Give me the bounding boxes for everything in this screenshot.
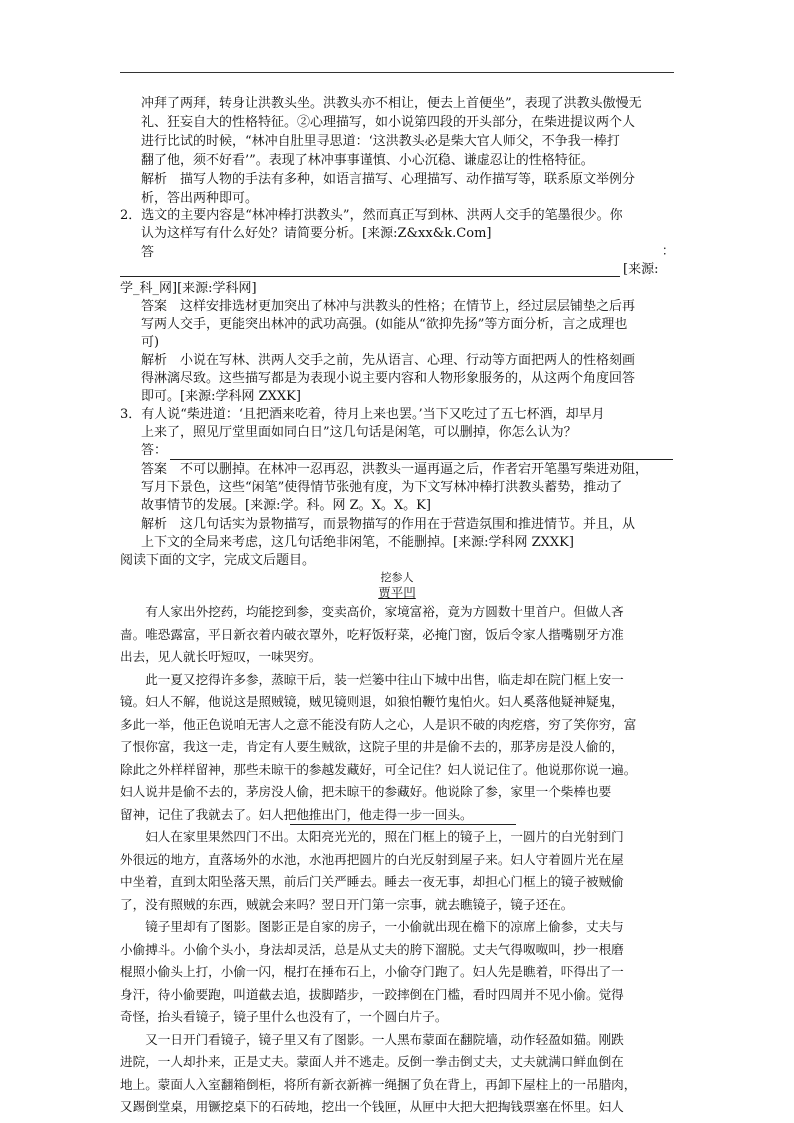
- story-underline: [290, 824, 516, 825]
- story-author: 贾平凹: [378, 585, 416, 600]
- answer-line: 故事情节的发展。[来源:学。科。网 Z。X。X。K]: [141, 498, 431, 513]
- analysis-line: 解析 描写人物的手法有多种，如语言描写、心理描写、动作描写等，联系原文举例分: [141, 172, 636, 187]
- answer-line: 冲拜了两拜，转身让洪教头坐。洪教头亦不相让，便去上首便坐”，表现了洪教头傲慢无: [141, 96, 642, 111]
- story-line: 了，没有照贼的东西，贼就会来吗？翌日开门第一宗事，就去瞧镜子，镜子还在。: [120, 896, 574, 912]
- header-rule: [120, 72, 674, 73]
- story-line: 出去，见人就长吁短叹，一味哭穷。: [120, 649, 322, 664]
- story-line: 地上。蒙面人入室翻箱倒柜，将所有新衣新裤一绳捆了负在背上，再卸下屋柱上的一吊腊肉，: [120, 1076, 637, 1092]
- question-2-text: 2．选文的主要内容是“林冲棒打洪教头”，然而真正写到林、洪两人交手的笔墨很少。你: [120, 208, 623, 223]
- answer-colon: ：: [662, 244, 675, 259]
- story-line: 镜子里却有了图影。图影正是自家的房子，一小偷就出现在檐下的凉席上偷参，丈夫与: [120, 919, 624, 934]
- story-line: 外很远的地方，直落场外的水池，水池再把圆片的白光反射到屋子来。妇人守着圆片光在屋: [120, 851, 624, 867]
- story-line: 除此之外样样留神，那些未晾干的参越发藏好，可全记住？妇人说记住了。他说那你说一遍。: [120, 761, 637, 777]
- answer-line: 翻了他，须不好看’”。表现了林冲事事谨慎、小心沉稳、谦虚忍让的性格特征。: [141, 153, 594, 168]
- story-line: 了恨你富，我这一走，肯定有人要生贼欲，这院子里的井是偷不去的，那茅房是没人偷的，: [120, 739, 624, 754]
- source-tag: [来源:: [623, 262, 659, 277]
- story-line: 棍照小偷头上打，小偷一闪，棍打在捶布石上，小偷夺门跑了。妇人先是瞧着，吓得出了一: [120, 964, 624, 979]
- question-2-text: 认为这样写有什么好处？请简要分析。[来源:Z&xx&k.Com]: [141, 226, 492, 241]
- answer-label: 答：: [141, 443, 168, 458]
- story-line: 小偷搏斗。小偷个头小，身法却灵活，总是从丈夫的胯下溜脱。丈夫气得呶呶叫，抄一根磨: [120, 941, 624, 957]
- answer-line: 写月下景色，这些“闲笔”使得情节张弛有度，为下文写林冲棒打洪教头蓄势，推动了: [141, 480, 623, 495]
- source-tag: 学_科_网][来源:学科网]: [120, 281, 257, 296]
- story-line: 留神，记住了我就去了。妇人把他推出门，他走得一步一回头。: [120, 806, 473, 822]
- answer-blank-line: [120, 276, 620, 277]
- story-line: 镜。妇人不解，他说这是照贼镜，贼见镜则退，如狼怕鞭竹鬼怕火。妇人奚落他疑神疑鬼，: [120, 694, 624, 709]
- story-line: 奇怪，抬头看镜子，镜子里什么也没有了，一个圆白片子。: [120, 1009, 448, 1024]
- story-line: 中坐着，直到太阳坠落天黑，前后门关严睡去。睡去一夜无事，却担心门框上的镜子被贼偷: [120, 874, 624, 889]
- analysis-line: 上下文的全局来考虑，这几句话绝非闲笔，不能删掉。[来源:学科网 ZXXK]: [141, 535, 574, 550]
- analysis-line: 得淋漓尽致。这些描写都是为表现小说主要内容和人物形象服务的，从这两个角度回答: [141, 371, 636, 386]
- analysis-line: 即可。[来源:学科网 ZXXK]: [141, 389, 301, 404]
- analysis-line: 解析 小说在写林、洪两人交手之前，先从语言、心理、行动等方面把两人的性格刻画: [141, 353, 636, 368]
- question-3-text: 3．有人说“柴进道：‘且把酒来吃着，待月上来也罢。’当下又吃过了五七杯酒，却早月: [120, 407, 605, 422]
- story-line: 又踢倒堂桌，用镢挖桌下的石砖地，挖出一个钱匣，从匣中大把大把掏钱票塞在怀里。妇人: [120, 1099, 624, 1114]
- analysis-line: 析，答出两种即可。: [141, 191, 259, 206]
- answer-line: 答案 不可以删掉。在林冲一忍再忍，洪教头一逼再逼之后，作者宕开笔墨写柴进劝阻，: [141, 462, 649, 477]
- answer-line: 写两人交手，更能突出林冲的武功高强。(如能从“欲抑先扬”等方面分析，言之成理也: [141, 317, 628, 332]
- story-title: 挖参人: [380, 571, 414, 584]
- answer-label: 答: [141, 245, 155, 260]
- analysis-line: 解析 这几句话实为景物描写，而景物描写的作用在于营造氛围和推进情节。并且，从: [141, 517, 636, 532]
- question-3-text: 上来了，照见厅堂里面如同白日”这几句话是闲笔，可以删掉，你怎么认为？: [141, 425, 577, 440]
- story-line: 身汗，待小偷要跑，叫道截去追，拔脚踏步，一跤摔倒在门槛，看时四周并不见小偷。觉得: [120, 986, 624, 1002]
- story-line: 又一日开门看镜子，镜子里又有了图影。一人黑布蒙面在翻院墙，动作轻盈如猫。刚跌: [120, 1031, 624, 1047]
- story-line: 妇人说井是偷不去的，茅房没人偷，把未晾干的参藏好。他说除了参，家里一个柴棒也要: [120, 784, 612, 799]
- story-line: 多此一举，他正色说咱无害人之意不能没有防人之心，人是识不破的肉疙瘩，穷了笑你穷，富: [120, 716, 637, 732]
- story-line: 此一夏又挖得许多参，蒸晾干后，装一烂篓中往山下城中出售，临走却在院门框上安一: [120, 671, 624, 687]
- reading-instruction: 阅读下面的文字，完成文后题目。: [120, 553, 316, 568]
- answer-line: 可): [141, 335, 160, 350]
- story-line: 啬。唯恐露富，平日新衣着内破衣罩外，吃籽饭籽菜，必掩门窗，饭后令家人揩嘴剔牙方准: [120, 626, 624, 642]
- story-line: 有人家出外挖药，均能挖到参，变卖高价，家境富裕，竟为方圆数十里首户。但做人吝: [120, 604, 624, 619]
- answer-line: 答案 这样安排选材更加突出了林冲与洪教头的性格；在情节上，经过层层铺垫之后再: [141, 299, 636, 314]
- story-line: 妇人在家里果然四门不出。太阳亮光光的，照在门框上的镜子上，一圆片的白光射到门: [120, 829, 624, 844]
- answer-blank-line: [170, 459, 673, 460]
- answer-line: 进行比试的时候，“林冲自肚里寻思道：‘这洪教头必是柴大官人师父，不争我一棒打: [141, 134, 620, 149]
- story-line: 进院，一人却扑来，正是丈夫。蒙面人并不逃走。反倒一拳击倒丈夫，丈夫就满口鲜血倒在: [120, 1054, 624, 1069]
- answer-line: 礼、狂妄自大的性格特征。②心理描写，如小说第四段的开头部分，在柴进提议两个人: [141, 115, 636, 130]
